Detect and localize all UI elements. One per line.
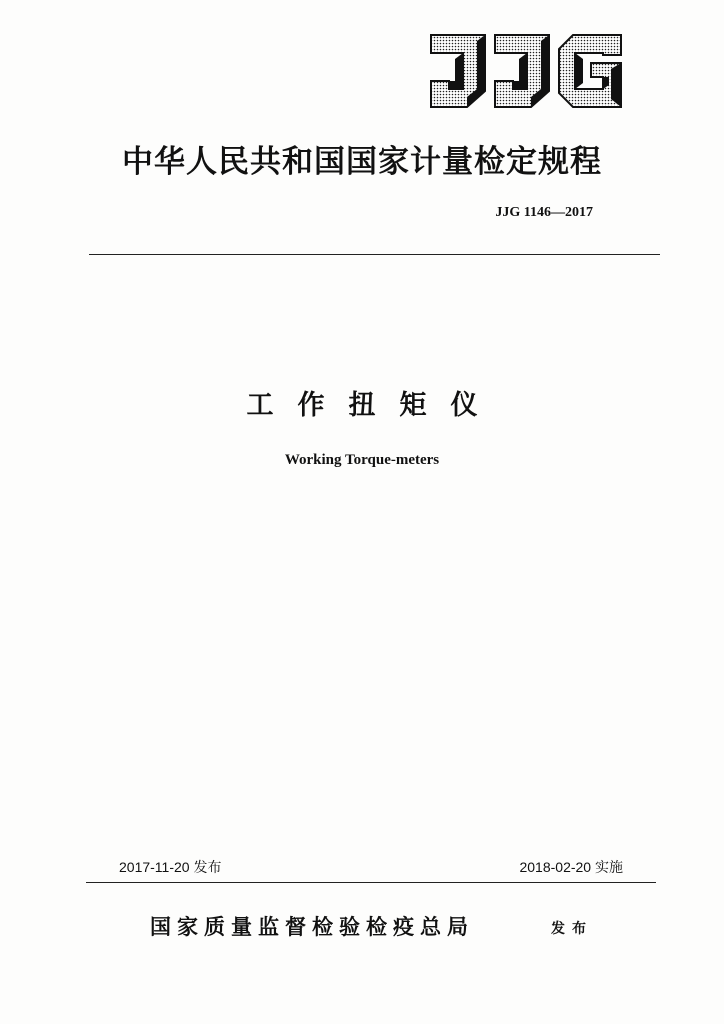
logo-letter-j2 [495,35,549,107]
regulation-series-title: 中华人民共和国国家计量检定规程 [122,144,602,180]
jjg-logo [427,33,623,109]
issue-date: 2017-11-20 发布 [119,859,222,875]
logo-letter-j1 [431,35,485,107]
footer-divider [86,882,656,883]
document-subtitle: Working Torque-meters [284,452,440,468]
implementation-date: 2018-02-20 实施 [519,859,623,875]
header-divider [89,254,660,255]
document-title: 工作扭矩仪 [246,390,502,421]
issuer-suffix: 发布 [551,921,593,937]
logo-letter-g [559,35,621,107]
standard-number: JJG 1146—2017 [495,205,593,220]
issuing-authority: 国家质量监督检验检疫总局 [150,915,474,939]
